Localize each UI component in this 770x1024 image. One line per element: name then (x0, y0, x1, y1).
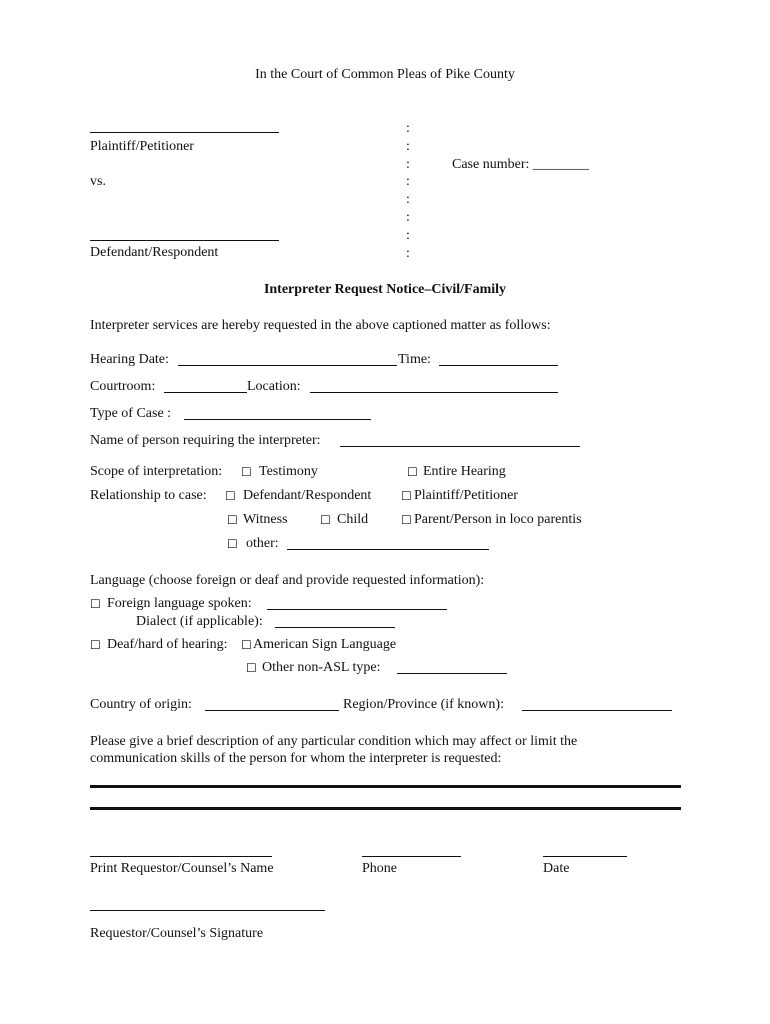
location-field[interactable] (310, 392, 558, 393)
region-label: Region/Province (if known): (343, 697, 504, 712)
caption-colon: : (406, 121, 410, 136)
phone-field[interactable] (362, 856, 461, 857)
other-non-asl-checkbox[interactable]: ☐ (246, 661, 257, 675)
scope-label: Scope of interpretation: (90, 464, 223, 479)
witness-label: Witness (243, 512, 288, 527)
parent-label: Parent/Person in loco parentis (414, 512, 582, 527)
plaintiff-checkbox[interactable]: ☐ (401, 489, 412, 503)
plaintiff-label: Plaintiff/Petitioner (90, 139, 194, 154)
time-label: Time: (398, 352, 431, 367)
dialect-label: Dialect (if applicable): (136, 614, 263, 629)
other-non-asl-field[interactable] (397, 673, 507, 674)
case-number-label: Case number: ________ (452, 157, 589, 172)
deaf-checkbox[interactable]: ☐ (90, 638, 101, 652)
language-heading: Language (choose foreign or deaf and provide requested information): (90, 573, 485, 588)
entire-hearing-checkbox[interactable]: ☐ (407, 465, 418, 479)
hearing-date-label: Hearing Date: (90, 352, 169, 367)
caption-colon: : (406, 139, 410, 154)
caption-colon: : (406, 157, 410, 172)
country-field[interactable] (205, 710, 339, 711)
caption-colon: : (406, 192, 410, 207)
foreign-language-field[interactable] (267, 609, 447, 610)
plaintiff-name-line[interactable] (90, 132, 279, 133)
other-relationship-label: other: (246, 536, 279, 551)
parent-checkbox[interactable]: ☐ (401, 513, 412, 527)
caption-colon: : (406, 246, 410, 261)
phone-label: Phone (362, 861, 397, 876)
defendant-name-line[interactable] (90, 240, 279, 241)
asl-checkbox[interactable]: ☐ (241, 638, 252, 652)
hearing-date-field[interactable] (178, 365, 397, 366)
person-requiring-field[interactable] (340, 446, 580, 447)
person-requiring-label: Name of person requiring the interpreter: (90, 433, 321, 448)
child-checkbox[interactable]: ☐ (320, 513, 331, 527)
relationship-label: Relationship to case: (90, 488, 207, 503)
asl-label: American Sign Language (253, 637, 397, 652)
witness-checkbox[interactable]: ☐ (227, 513, 238, 527)
intro-text: Interpreter services are hereby requested in the above captioned matter as follows: (90, 318, 551, 333)
plaintiff-option-label: Plaintiff/Petitioner (414, 488, 518, 503)
entire-hearing-label: Entire Hearing (423, 464, 506, 479)
defendant-checkbox[interactable]: ☐ (225, 489, 236, 503)
testimony-label: Testimony (259, 464, 318, 479)
country-label: Country of origin: (90, 697, 192, 712)
caption-colon: : (406, 174, 410, 189)
description-line-2: communication skills of the person for whom the interpreter is requested: (90, 751, 502, 766)
region-field[interactable] (522, 710, 672, 711)
court-heading: In the Court of Common Pleas of Pike County (255, 67, 515, 82)
print-name-label: Print Requestor/Counsel’s Name (90, 861, 274, 876)
type-of-case-field[interactable] (184, 419, 371, 420)
courtroom-field[interactable] (164, 392, 247, 393)
vs-label: vs. (90, 174, 106, 189)
date-field[interactable] (543, 856, 627, 857)
caption-colon: : (406, 228, 410, 243)
signature-field[interactable] (90, 910, 325, 911)
time-field[interactable] (439, 365, 558, 366)
dialect-field[interactable] (275, 627, 395, 628)
description-field-line[interactable] (90, 807, 681, 810)
type-of-case-label: Type of Case : (90, 406, 172, 421)
caption-colon: : (406, 210, 410, 225)
foreign-language-checkbox[interactable]: ☐ (90, 597, 101, 611)
description-field-line[interactable] (90, 785, 681, 788)
defendant-label: Defendant/Respondent (90, 245, 219, 260)
description-line-1: Please give a brief description of any particular condition which may affect or limit the (90, 734, 578, 749)
defendant-option-label: Defendant/Respondent (243, 488, 372, 503)
print-name-field[interactable] (90, 856, 272, 857)
other-relationship-field[interactable] (287, 549, 489, 550)
child-label: Child (337, 512, 369, 527)
testimony-checkbox[interactable]: ☐ (241, 465, 252, 479)
other-non-asl-label: Other non-ASL type: (262, 660, 381, 675)
other-relationship-checkbox[interactable]: ☐ (227, 537, 238, 551)
form-title: Interpreter Request Notice–Civil/Family (263, 282, 507, 297)
date-label: Date (543, 861, 570, 876)
foreign-language-label: Foreign language spoken: (107, 596, 252, 611)
courtroom-label: Courtroom: (90, 379, 156, 394)
signature-label: Requestor/Counsel’s Signature (90, 926, 264, 941)
deaf-label: Deaf/hard of hearing: (107, 637, 228, 652)
location-label: Location: (247, 379, 301, 394)
